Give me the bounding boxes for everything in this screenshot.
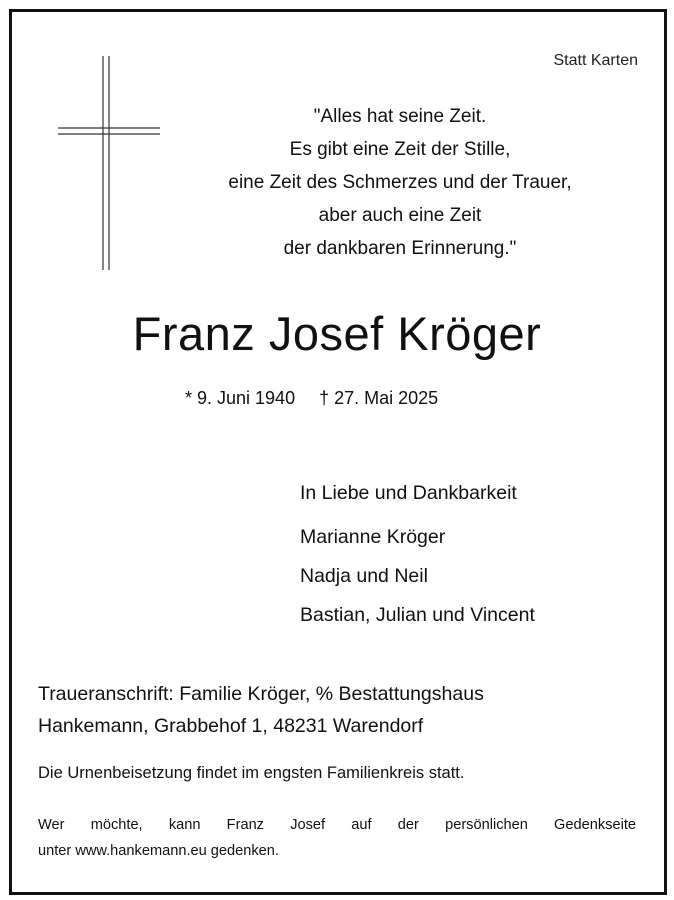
cross-icon	[58, 56, 160, 270]
memorial-page-notice	[38, 812, 636, 864]
deceased-name: Franz Josef Kröger	[132, 307, 542, 360]
family-member: Nadja und Neil	[300, 565, 428, 587]
quote-line: "Alles hat seine Zeit.	[313, 106, 487, 127]
quote-line: Es gibt eine Zeit der Stille,	[289, 139, 511, 160]
quote-line: der dankbaren Erinnerung."	[283, 238, 517, 259]
quote	[150, 100, 650, 265]
urn-burial-notice: Die Urnenbeisetzung findet im engsten Familienkreis statt.	[38, 764, 465, 782]
life-dates	[185, 388, 438, 409]
address-line: Hankemann, Grabbehof 1, 48231 Warendorf	[38, 715, 424, 737]
family-intro: In Liebe und Dankbarkeit	[300, 482, 517, 504]
statt-karten-label: Statt Karten	[553, 52, 638, 69]
memorial-line: unter www.hankemann.eu gedenken.	[38, 843, 279, 859]
address-line: Traueranschrift: Familie Kröger, % Bestattungshaus	[38, 683, 484, 705]
family-member: Marianne Kröger	[300, 526, 446, 548]
memorial-line: Wer möchte, kann Franz Josef auf der persönlichen Gedenkseite	[38, 817, 636, 833]
family-block	[300, 480, 535, 635]
quote-line: eine Zeit des Schmerzes und der Trauer,	[228, 172, 572, 193]
family-member: Bastian, Julian und Vincent	[300, 604, 535, 626]
quote-line: aber auch eine Zeit	[318, 205, 482, 226]
birth-date: * 9. Juni 1940	[185, 388, 296, 408]
death-date: † 27. Mai 2025	[319, 388, 439, 408]
mourning-address	[38, 678, 484, 742]
